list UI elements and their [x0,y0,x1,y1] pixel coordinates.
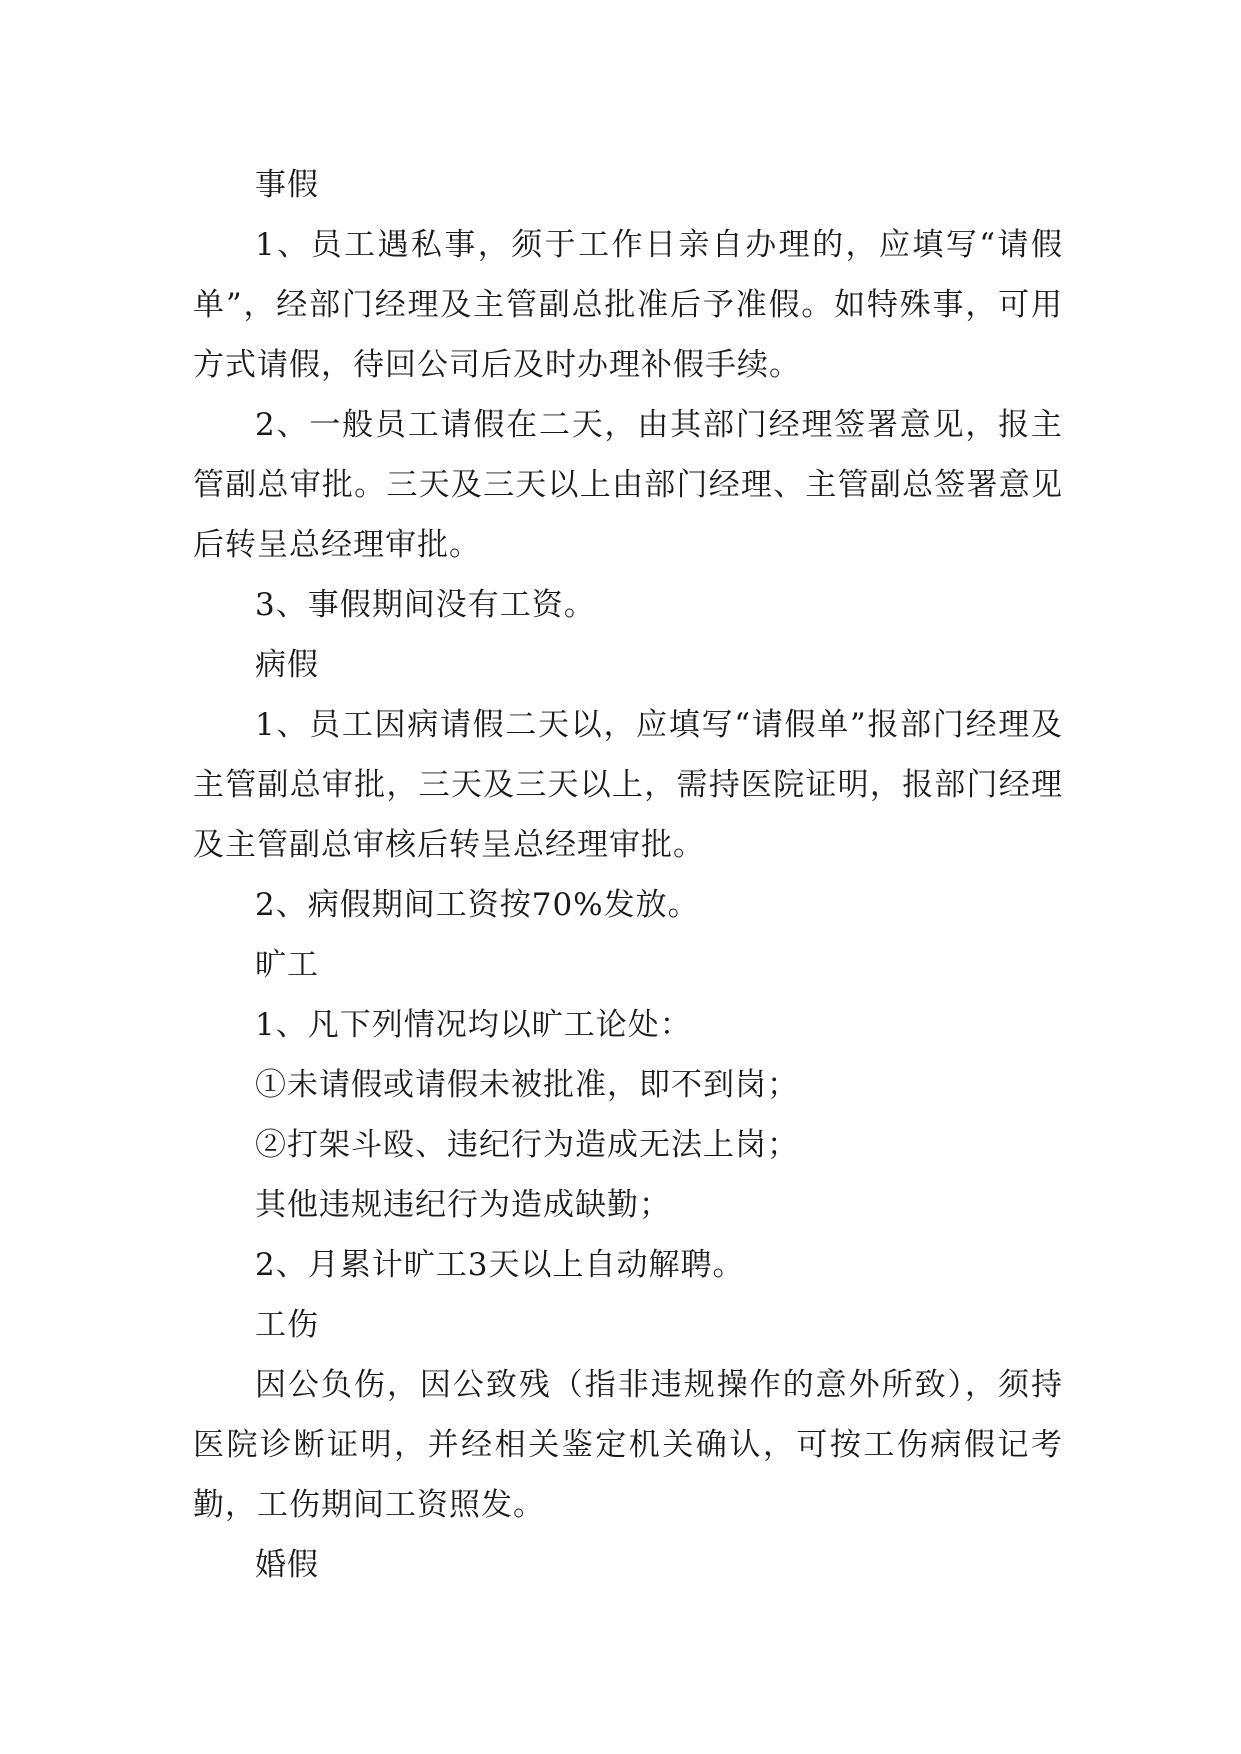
paragraph: 1、凡下列情况均以旷工论处： [255,1007,692,1043]
section-heading-marriage-leave: 婚假 [255,1547,319,1583]
paragraph: ①未请假或请假未被批准，即不到岗； [255,1067,799,1103]
section-heading-work-injury: 工伤 [255,1307,319,1343]
document-body [193,155,1063,1595]
section-heading-sick-leave: 病假 [255,647,319,683]
paragraph: 3、事假期间没有工资。 [255,587,596,623]
paragraph: ②打架斗殴、违纪行为造成无法上岗； [255,1127,799,1163]
paragraph: 2、月累计旷工3天以上自动解聘。 [255,1247,745,1283]
section-heading-personal-leave: 事假 [255,167,319,203]
paragraph: 其他违规违纪行为造成缺勤； [255,1187,671,1223]
paragraph: 2、病假期间工资按70%发放。 [255,887,700,923]
paragraph: 因公负伤，因公致残（指非违规操作的意外所致），须持医院诊断证明，并经相关鉴定机关确认，可按工伤病假记考勤，工伤期间工资照发。 [193,1367,1063,1523]
paragraph: 2、一般员工请假在二天，由其部门经理签署意见，报主管副总审批。三天及三天以上由部门经理、主管副总签署意见后转呈总经理审批。 [193,407,1063,563]
paragraph: 1、员工遇私事，须于工作日亲自办理的，应填写“请假单”，经部门经理及主管副总批准后予准假。如特殊事，可用方式请假，待回公司后及时办理补假手续。 [193,227,1063,383]
paragraph: 1、员工因病请假二天以，应填写“请假单”报部门经理及主管副总审批，三天及三天以上，需持医院证明，报部门经理及主管副总审核后转呈总经理审批。 [193,707,1063,863]
section-heading-absenteeism: 旷工 [255,947,319,983]
